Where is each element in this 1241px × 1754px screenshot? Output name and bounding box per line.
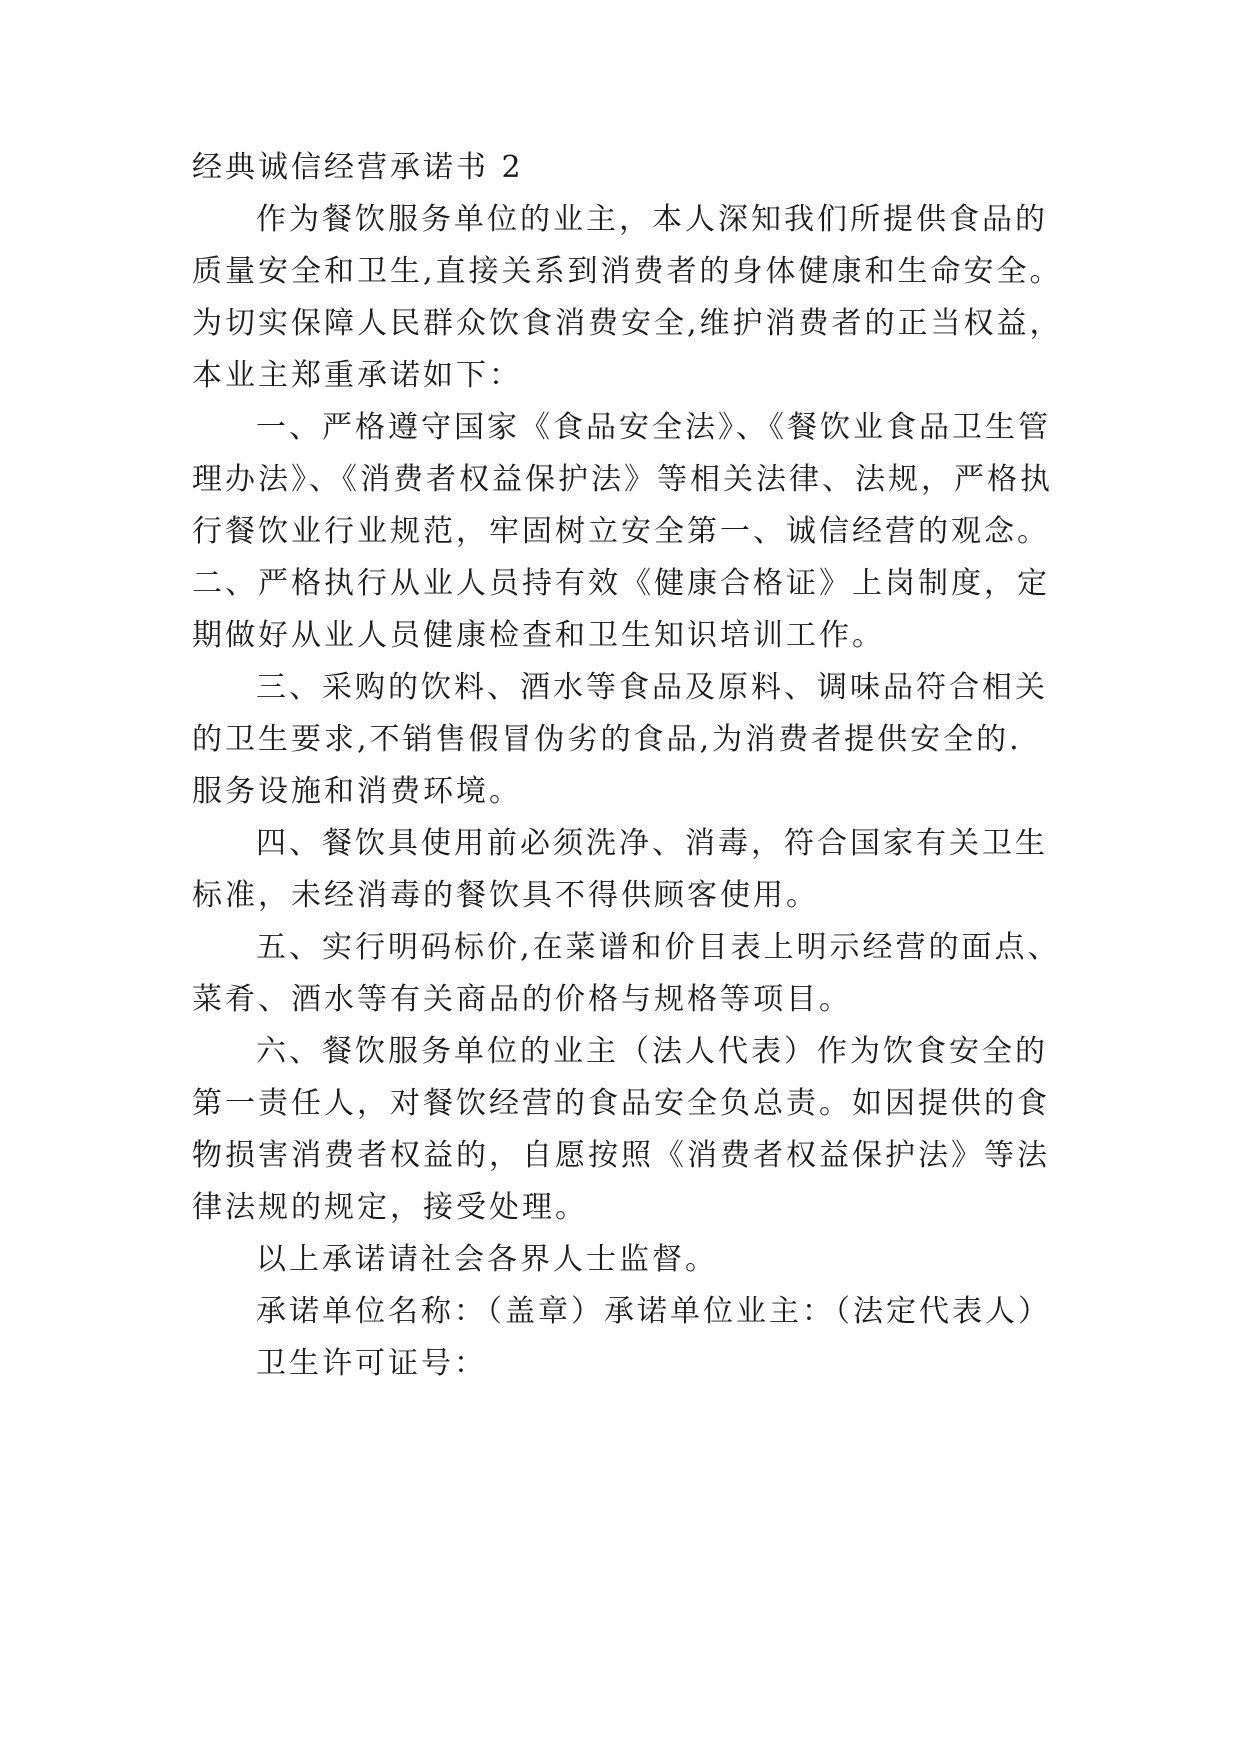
clause-6-line-4: 律法规的规定，接受处理。 [192, 1190, 588, 1225]
clause-1-line-2: 理办法》、《消费者权益保护法》等相关法律、法规，严格执 [192, 462, 1053, 497]
clause-1-line-3: 行餐饮业行业规范，牢固树立安全第一、诚信经营的观念。 [192, 514, 1050, 549]
clause-3-line-1: 三、采购的饮料、酒水等食品及原料、调味品符合相关 [256, 670, 1048, 705]
clause-1-line-1: 一、严格遵守国家《食品安全法》、《餐饮业食品卫生管 [256, 410, 1051, 445]
clause-2-line-1: 二、严格执行从业人员持有效《健康合格证》上岗制度，定 [192, 566, 1050, 601]
document-title: 经典诚信经营承诺书 2 [192, 150, 524, 185]
clause-4-line-2: 标准，未经消毒的餐饮具不得供顾客使用。 [192, 878, 819, 913]
supervision-statement: 以上承诺请社会各界人士监督。 [256, 1242, 718, 1277]
clause-3-line-3: 服务设施和消费环境。 [192, 774, 522, 809]
paragraph-intro-line-4: 本业主郑重承诺如下： [192, 358, 522, 393]
paragraph-intro-line-3: 为切实保障人民群众饮食消费安全,维护消费者的正当权益， [192, 306, 1063, 341]
clause-5-line-1: 五、实行明码标价,在菜谱和价目表上明示经营的面点、 [256, 930, 1061, 965]
paragraph-intro-line-1: 作为餐饮服务单位的业主，本人深知我们所提供食品的 [256, 202, 1048, 237]
clause-4-line-1: 四、餐饮具使用前必须洗净、消毒，符合国家有关卫生 [256, 826, 1048, 861]
clause-2-line-2: 期做好从业人员健康检查和卫生知识培训工作。 [192, 618, 885, 653]
paragraph-intro-line-2: 质量安全和卫生,直接关系到消费者的身体健康和生命安全。 [192, 254, 1063, 289]
clause-6-line-1: 六、餐饮服务单位的业主（法人代表）作为饮食安全的 [256, 1034, 1048, 1069]
clause-5-line-2: 菜肴、酒水等有关商品的价格与规格等项目。 [192, 982, 852, 1017]
clause-6-line-3: 物损害消费者权益的，自愿按照《消费者权益保护法》等法 [192, 1138, 1050, 1173]
clause-6-line-2: 第一责任人，对餐饮经营的食品安全负总责。如因提供的食 [192, 1086, 1050, 1121]
signature-line: 承诺单位名称：（盖章）承诺单位业主：（法定代表人） [256, 1294, 1051, 1329]
license-number-line: 卫生许可证号： [256, 1346, 487, 1381]
clause-3-line-2: 的卫生要求,不销售假冒伪劣的食品,为消费者提供安全的. [192, 722, 1022, 757]
